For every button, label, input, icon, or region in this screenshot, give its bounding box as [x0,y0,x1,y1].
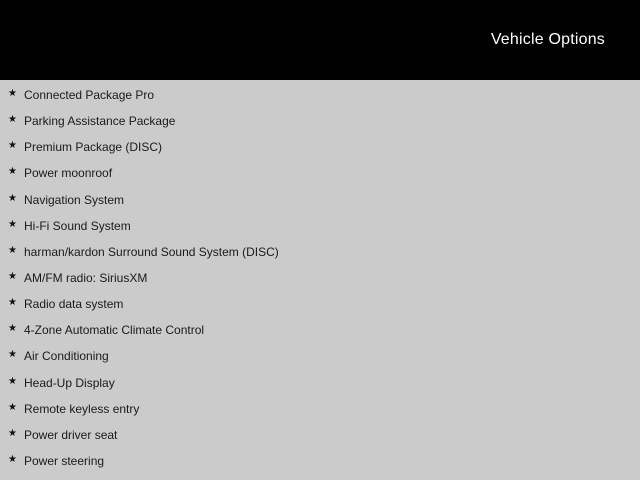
option-label: Parking Assistance Package [24,114,176,129]
star-icon: ★ [8,297,17,309]
list-item [0,213,640,239]
option-label: Connected Package Pro [24,88,155,103]
list-item [0,187,640,213]
option-label: 4-Zone Automatic Climate Control [24,323,205,338]
list-item [0,82,640,108]
star-icon: ★ [8,166,17,178]
option-label: Navigation System [24,192,125,207]
page-title: Vehicle Options [490,31,605,48]
option-label: Hi-Fi Sound System [24,218,131,233]
list-item [0,108,640,134]
list-item [0,422,640,448]
list-item [0,448,640,474]
list-item [0,134,640,160]
option-label: AM/FM radio: SiriusXM [24,271,148,286]
list-item [0,291,640,317]
option-label: Power driver seat [24,427,118,442]
star-icon: ★ [8,192,17,204]
star-icon: ★ [8,375,17,387]
option-label: Power steering [24,454,105,469]
star-icon: ★ [8,401,17,413]
option-label: Power moonroof [24,166,113,181]
star-icon: ★ [8,88,17,100]
star-icon: ★ [8,114,17,126]
star-icon: ★ [8,140,17,152]
option-label: Air Conditioning [24,349,109,364]
vehicle-options-list [0,80,640,474]
list-item [0,343,640,369]
list-item [0,317,640,343]
star-icon: ★ [8,271,17,283]
option-label: Premium Package (DISC) [24,140,163,155]
list-item [0,265,640,291]
option-label: Remote keyless entry [24,401,140,416]
star-icon: ★ [8,244,17,256]
list-item [0,370,640,396]
star-icon: ★ [8,323,17,335]
list-item [0,160,640,186]
star-icon: ★ [8,427,17,439]
list-item [0,239,640,265]
option-label: Radio data system [24,297,124,312]
star-icon: ★ [8,349,17,361]
header-bar [0,0,640,80]
list-item [0,396,640,422]
star-icon: ★ [8,454,17,466]
star-icon: ★ [8,218,17,230]
option-label: harman/kardon Surround Sound System (DISC) [24,244,279,259]
option-label: Head-Up Display [24,375,115,390]
